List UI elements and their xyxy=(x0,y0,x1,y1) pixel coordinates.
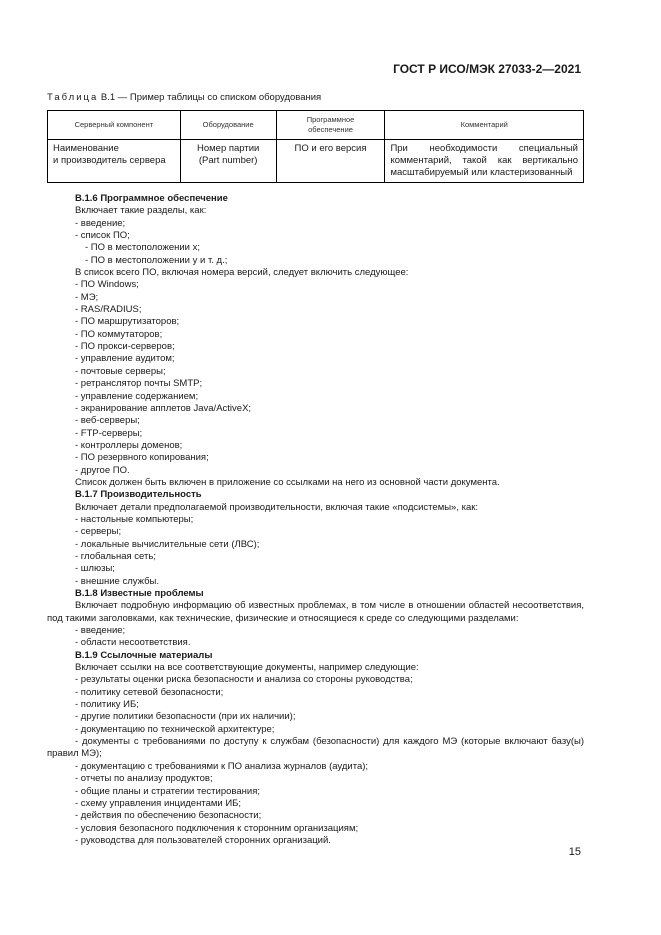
list-item: - ПО в местоположении х; xyxy=(85,242,201,254)
list-item: - ПО в местоположении у и т. д.; xyxy=(85,254,228,266)
table-header-cell: Серверный компонент xyxy=(48,111,181,140)
cell-line: Наименование xyxy=(53,143,119,154)
list-item: - ПО резервного копирования; xyxy=(75,452,209,464)
list-item: - другие политики безопасности (при их наличии); xyxy=(75,711,296,723)
paragraph: Включает такие разделы, как: xyxy=(75,205,207,217)
paragraph: Список должен быть включен в приложение со ссылками на него из основной части документа. xyxy=(75,476,500,488)
list-item: - введение; xyxy=(75,625,126,637)
table-header-row xyxy=(48,111,584,140)
list-item: - отчеты по анализу продуктов; xyxy=(75,773,213,785)
list-item: - руководства для пользователей сторонних организаций. xyxy=(75,834,331,846)
paragraph: В список всего ПО, включая номера версий, следует включить следующее: xyxy=(75,267,409,279)
list-item: - серверы; xyxy=(75,526,122,538)
table-cell xyxy=(180,140,276,183)
list-item: - почтовые серверы; xyxy=(75,365,166,377)
list-item: - документы с требованиями по доступу к службам (безопасности) для каждого МЭ (которые включают базу(ы) правил МЭ); xyxy=(47,736,584,760)
cell-line: Номер партии xyxy=(196,143,260,154)
list-item: - политику ИБ; xyxy=(75,699,139,711)
list-item: - схему управления инцидентами ИБ; xyxy=(75,797,242,809)
table-cell: ПО и его версия xyxy=(276,140,385,183)
list-item: - ПО коммутаторов; xyxy=(75,328,163,340)
list-item: - глобальная сеть; xyxy=(75,550,156,562)
document-body xyxy=(47,193,584,847)
table-header-cell: Оборудование xyxy=(180,111,276,140)
section-heading: В.1.9 Ссылочные материалы xyxy=(75,649,213,661)
table-header-cell: Программное обеспечение xyxy=(276,111,385,140)
list-item: - другое ПО. xyxy=(75,464,130,476)
list-item: - ПО маршрутизаторов; xyxy=(75,316,180,328)
list-item: - условия безопасного подключения к сторонним организациям; xyxy=(75,822,359,834)
list-item: - области несоответствия. xyxy=(75,637,191,649)
cell-line: и производитель сервера xyxy=(53,155,166,166)
equipment-table xyxy=(47,110,584,183)
list-item: - контроллеры доменов; xyxy=(75,439,183,451)
list-item: - ПО прокси-серверов; xyxy=(75,341,175,353)
section-heading: В.1.8 Известные проблемы xyxy=(75,588,204,599)
table-caption-title: В.1 — Пример таблицы со списком оборудования xyxy=(98,92,322,103)
section-heading: В.1.7 Производительность xyxy=(75,489,202,501)
list-item: - FTP-серверы; xyxy=(75,427,143,439)
list-item: - ретранслятор почты SMTP; xyxy=(75,378,203,390)
section-heading: В.1.6 Программное обеспечение xyxy=(75,193,228,204)
document-header: ГОСТ Р ИСО/МЭК 27033-2—2021 xyxy=(393,62,581,76)
table-caption-label: Таблица xyxy=(47,92,99,103)
paragraph: Включает ссылки на все соответствующие документы, например следующие: xyxy=(75,662,419,674)
list-item: - управление содержанием; xyxy=(75,390,199,402)
list-item: - документацию по технической архитектуре; xyxy=(75,723,275,735)
table-row xyxy=(48,140,584,183)
list-item: - общие планы и стратегии тестирования; xyxy=(75,785,260,797)
table-caption xyxy=(47,92,321,103)
list-item: - управление аудитом; xyxy=(75,353,175,365)
cell-line: (Part number) xyxy=(198,155,258,166)
list-item: - политику сетевой безопасности; xyxy=(75,686,224,698)
list-item: - документацию с требованиями к ПО анализа журналов (аудита); xyxy=(75,760,369,772)
list-item: - локальные вычислительные сети (ЛВС); xyxy=(75,538,260,550)
list-item: - введение; xyxy=(75,217,126,229)
list-item: - настольные компьютеры; xyxy=(75,513,194,525)
list-item: - экранирование апплетов Java/ActiveX; xyxy=(75,402,252,414)
list-item: - МЭ; xyxy=(75,291,99,303)
table-cell: При необходимости специальный комментарий, такой как вертикально масштабируемый или кластеризованный xyxy=(385,140,584,183)
list-item: - внешние службы. xyxy=(75,575,159,587)
table-cell xyxy=(48,140,181,183)
list-item: - ПО Windows; xyxy=(75,279,139,291)
list-item: - RAS/RADIUS; xyxy=(75,304,142,316)
paragraph: Включает детали предполагаемой производительности, включая такие «подсистемы», как: xyxy=(75,501,479,513)
list-item: - список ПО; xyxy=(75,230,130,242)
paragraph: Включает подробную информацию об известных проблемах, в том числе в отношении областей несоответствия, под такими заголовками, как технические, физические и относящиеся к среде со следующими разделами: xyxy=(47,600,584,624)
table-header-cell: Комментарий xyxy=(385,111,584,140)
list-item: - шлюзы; xyxy=(75,563,115,575)
page-number: 15 xyxy=(568,846,581,858)
list-item: - веб-серверы; xyxy=(75,415,140,427)
list-item: - действия по обеспечению безопасности; xyxy=(75,810,262,822)
list-item: - результаты оценки риска безопасности и анализа со стороны руководства; xyxy=(75,674,413,686)
